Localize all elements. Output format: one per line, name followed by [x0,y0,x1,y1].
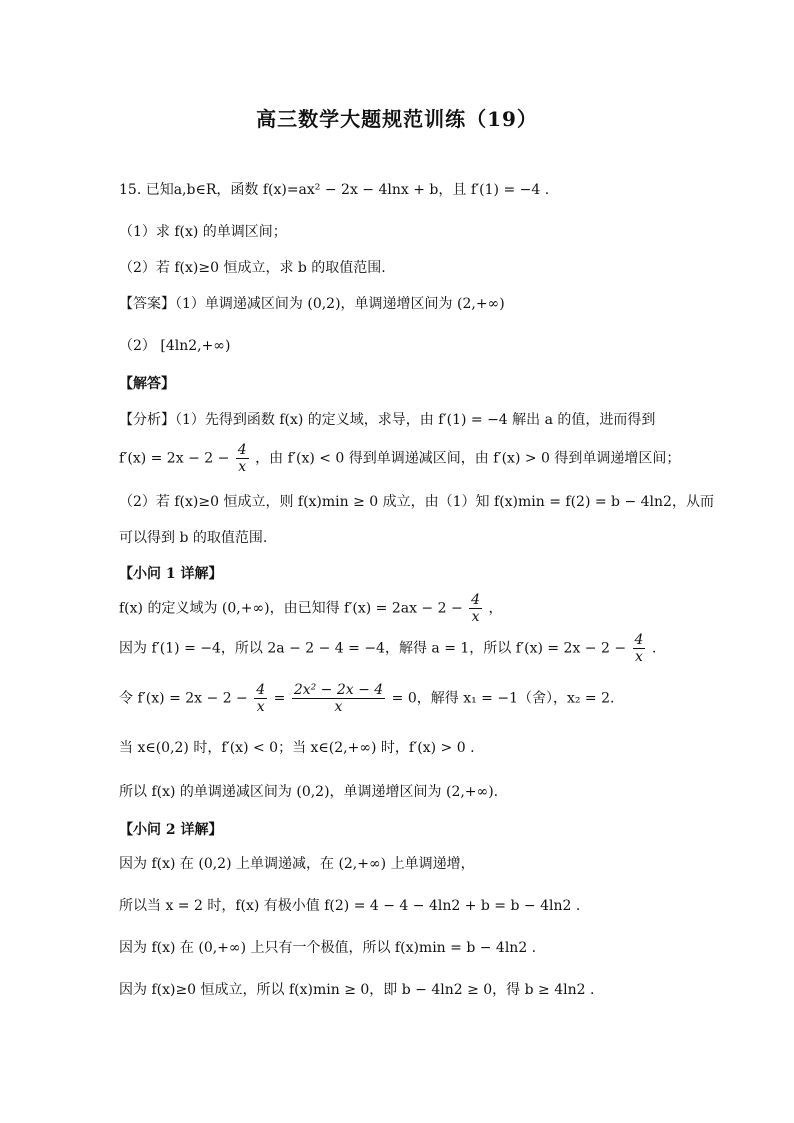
part1-line-4: 当 x∈(0,2) 时，f′(x) < 0；当 x∈(2,+∞) 时，f′(x) > 0 . [119,740,475,756]
part1-line-1 [119,592,503,625]
analysis-line-1: 【分析】（1）先得到函数 f(x) 的定义域，求导，由 f′(1) = −4 解出 a 的值，进而得到 [119,412,656,428]
problem-stem: 15. 已知a,b∈R，函数 f(x)=ax² − 2x − 4lnx + b，且 f′(1) = −4 . [119,182,550,198]
analysis-line-3: （2）若 f(x)≥0 恒成立，则 f(x)min ≥ 0 成立，由（1）知 f(x)min = f(2) = b − 4ln2，从而 [119,494,714,510]
analysis-line-2 [119,442,680,475]
fraction-quadratic-over-x [292,682,385,715]
denominator: x [256,699,265,715]
answer-line-2: （2） [4ln2,+∞) [119,338,231,354]
denominator: x [238,459,247,475]
fraction-4-over-x [254,682,267,715]
question-1: （1）求 f(x) 的单调区间； [119,224,287,240]
fraction-4-over-x [469,592,482,625]
denominator: x [334,699,343,715]
answer-line-1: 【答案】（1）单调递减区间为 (0,2)，单调递增区间为 (2,+∞) [119,296,505,312]
part1-line-3-pre: 令 f′(x) = 2x − 2 − [119,690,248,707]
denominator: x [471,609,480,625]
part2-line-3: 因为 f(x) 在 (0,+∞) 上只有一个极值，所以 f(x)min = b − 4ln2 . [119,940,537,956]
part2-heading: 【小问 2 详解】 [119,822,223,838]
numerator: 2x² − 2x − 4 [293,682,384,698]
question-2: （2）若 f(x)≥0 恒成立，求 b 的取值范围. [119,260,386,276]
numerator: 4 [634,632,644,648]
analysis-line-4: 可以得到 b 的取值范围. [119,530,268,546]
part1-line-5: 所以 f(x) 的单调递减区间为 (0,2)，单调递增区间为 (2,+∞). [119,784,499,800]
numerator: 4 [237,442,247,458]
part1-line-2-post: . [651,640,657,657]
numerator: 4 [256,682,266,698]
analysis-line-2-pre: f′(x) = 2x − 2 − [119,450,230,467]
part1-line-1-post: ， [488,600,503,617]
part2-line-4: 因为 f(x)≥0 恒成立，所以 f(x)min ≥ 0，即 b − 4ln2 ≥ 0，得 b ≥ 4ln2 . [119,982,595,998]
part1-heading: 【小问 1 详解】 [119,566,223,582]
solution-heading: 【解答】 [119,376,175,392]
part1-line-2 [119,632,656,665]
part2-line-2: 所以当 x = 2 时，f(x) 有极小值 f(2) = 4 − 4 − 4ln2 + b = b − 4ln2 . [119,898,581,914]
part1-line-2-pre: 因为 f′(1) = −4，所以 2a − 2 − 4 = −4，解得 a = 1，所以 f′(x) = 2x − 2 − [119,640,627,657]
part1-line-1-pre: f(x) 的定义域为 (0,+∞)，由已知得 f′(x) = 2ax − 2 − [119,600,463,617]
analysis-line-2-post: ，由 f′(x) < 0 得到单调递减区间，由 f′(x) > 0 得到单调递增区间； [255,450,681,467]
part1-line-3-post: = 0，解得 x₁ = −1（舍），x₂ = 2. [391,690,615,707]
page-title: 高三数学大题规范训练（19） [256,107,538,131]
part1-line-3 [119,682,614,715]
part2-line-1: 因为 f(x) 在 (0,2) 上单调递减，在 (2,+∞) 上单调递增， [119,856,475,872]
numerator: 4 [471,592,481,608]
denominator: x [635,649,643,665]
fraction-4-over-x [236,442,249,475]
part1-line-3-mid: = [273,690,286,707]
fraction-4-over-x [633,632,646,665]
